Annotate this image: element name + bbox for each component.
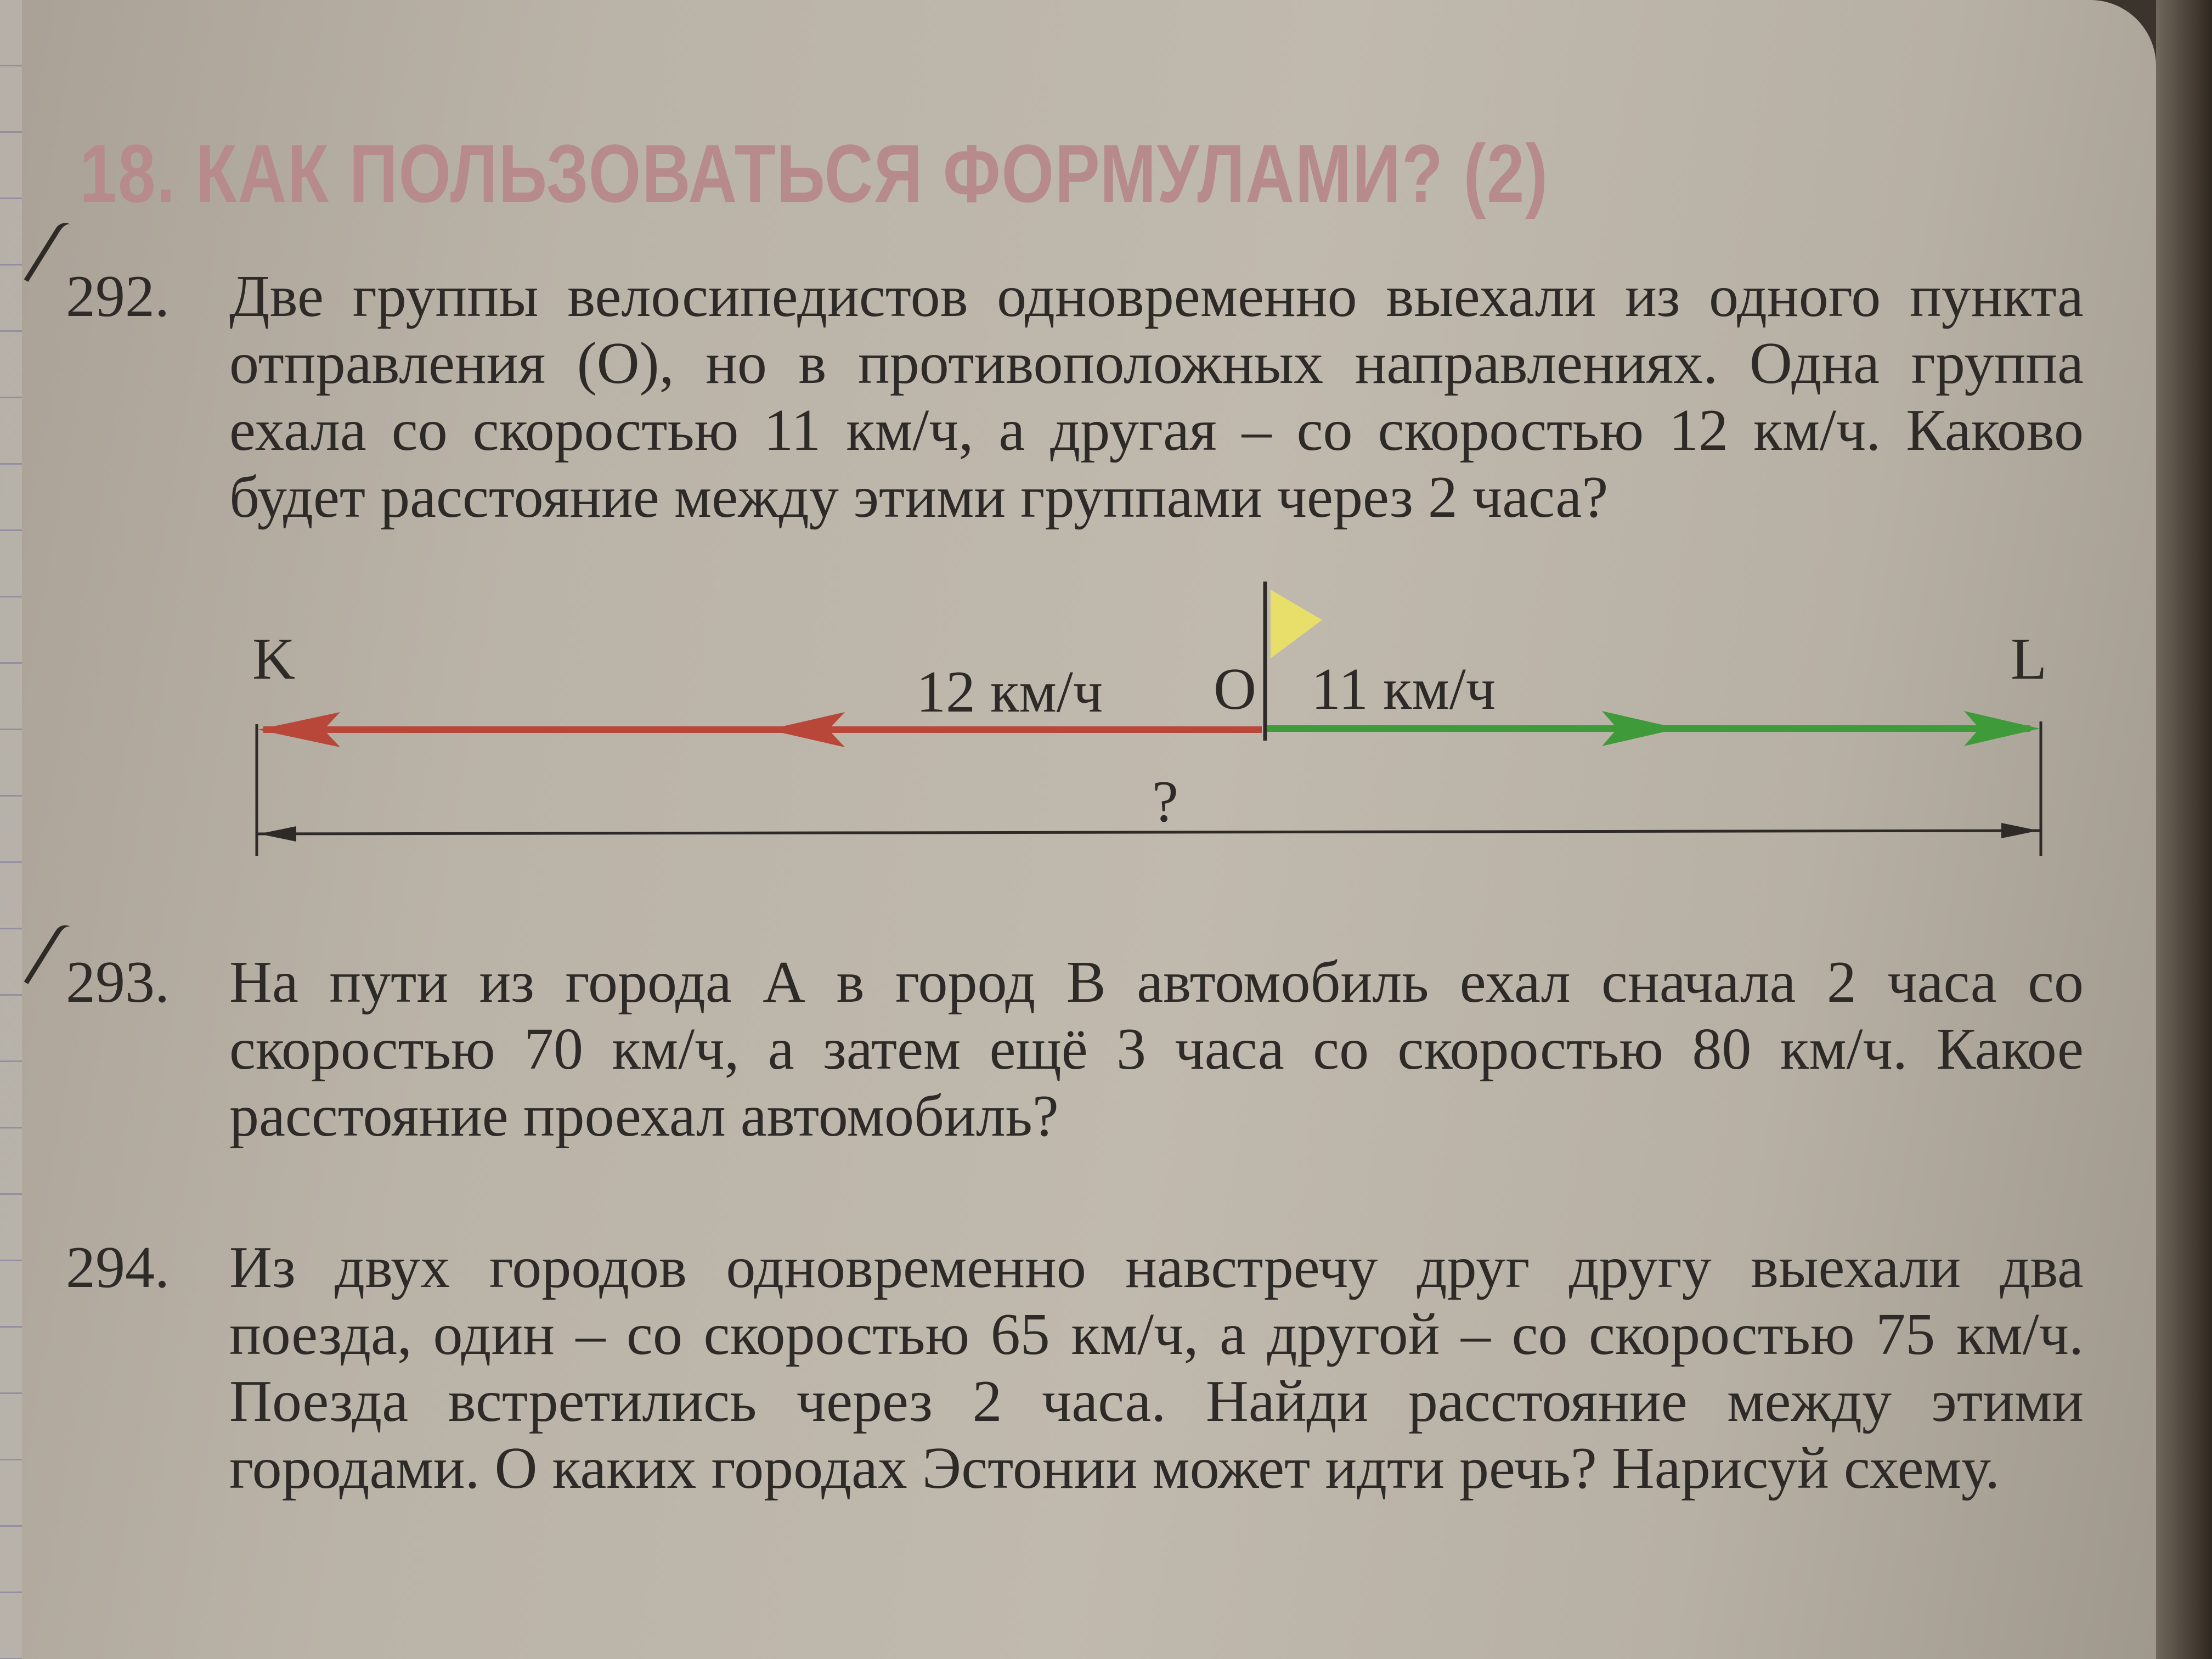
distance-line — [258, 831, 2040, 834]
distance-question-label: ? — [1152, 769, 1178, 834]
flag-icon — [1271, 590, 1322, 658]
distance-arrow-right — [2001, 823, 2039, 838]
chapter-title: 18. КАК ПОЛЬЗОВАТЬСЯ ФОРМУЛАМИ? (2) — [80, 127, 1549, 219]
task-text: На пути из города А в город В автомобиль ехал сначала 2 часа со скоростью 70 км/ч, а затем ещё 3 часа со скоростью 80 км/ч. Какое расстояние проехал автомобиль? — [229, 950, 2084, 1149]
diagram-lines — [0, 565, 2140, 922]
task-number: 292. — [66, 264, 170, 329]
motion-diagram — [0, 565, 2140, 922]
point-l-label: L — [2011, 627, 2047, 692]
task-number: 293. — [66, 950, 170, 1015]
task-text: Две группы велосипедистов одновременно выехали из одного пункта отправления (О), но в противоположных направлениях. Одна группа ехала со скоростью 11 км/ч, а другая – со скоростью 12 км/ч. Каково будет расстояние между этими группами через 2 часа? — [229, 264, 2084, 530]
point-k-label: K — [252, 627, 295, 692]
origin-label: O — [1214, 657, 1256, 722]
task-number: 294. — [66, 1235, 170, 1300]
left-speed-label: 12 км/ч — [916, 659, 1103, 725]
book-edge — [2156, 0, 2212, 1659]
right-speed-label: 11 км/ч — [1311, 657, 1496, 722]
distance-arrow-left — [259, 826, 296, 842]
task-text: Из двух городов одновременно навстречу друг другу выехали два поезда, один – со скоростью 65 км/ч, а другой – со скоростью 75 км/ч. Поезда встретились через 2 часа. Найди расстояние между этими городами. О каких городах Эстонии может идти речь? Нарисуй схему. — [229, 1235, 2084, 1501]
